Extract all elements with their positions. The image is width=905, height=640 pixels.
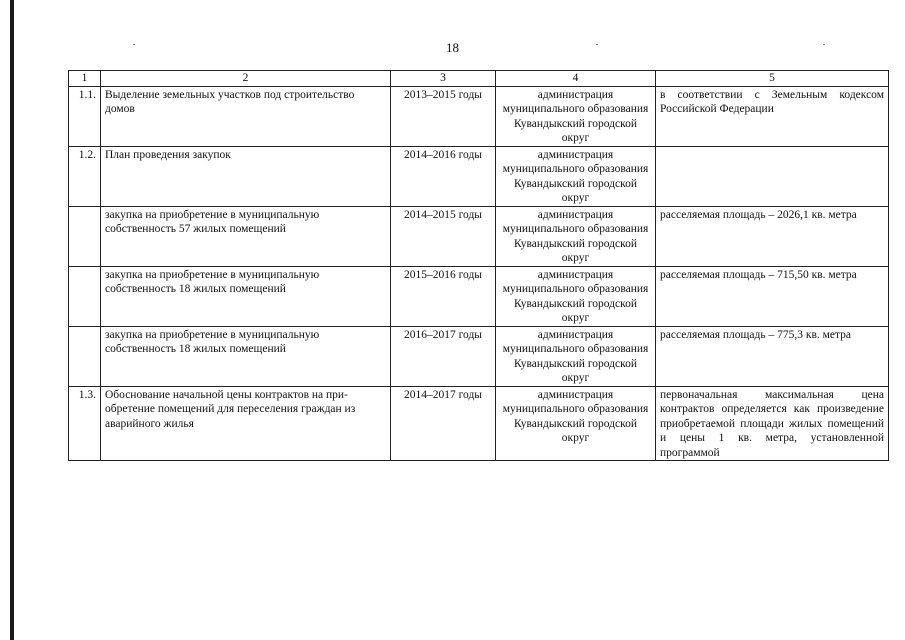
table-row — [69, 266, 889, 326]
table-row — [69, 386, 889, 461]
item-number: 1.1. — [69, 86, 101, 146]
column-number: 2 — [101, 71, 391, 87]
column-number: 5 — [656, 71, 889, 87]
item-number — [69, 326, 101, 386]
period: 2013–2015 годы — [391, 86, 496, 146]
item-number: 1.3. — [69, 386, 101, 461]
note — [656, 146, 889, 206]
column-number-row — [69, 71, 889, 87]
note: расселяемая площадь – 715,50 кв. метра — [656, 266, 889, 326]
measures-table — [68, 70, 889, 461]
column-number: 1 — [69, 71, 101, 87]
event-description: Обоснование начальной цены контрактов на приобретение помещений для переселения граждан из аварийного жилья — [101, 386, 391, 461]
event-description: План проведения закупок — [101, 146, 391, 206]
executor: администрация муниципального образования Кувандыкский городской округ — [496, 266, 656, 326]
column-number: 4 — [496, 71, 656, 87]
period: 2014–2017 годы — [391, 386, 496, 461]
item-number — [69, 266, 101, 326]
executor: администрация муниципального образования Кувандыкский городской округ — [496, 146, 656, 206]
item-number: 1.2. — [69, 146, 101, 206]
executor: администрация муниципального образования Кувандыкский городской округ — [496, 326, 656, 386]
executor: администрация муниципального образования Кувандыкский городской округ — [496, 86, 656, 146]
page-number: 18 — [446, 40, 459, 55]
item-number — [69, 206, 101, 266]
executor: администрация муниципального образования Кувандыкский городской округ — [496, 386, 656, 461]
scan-edge-line — [10, 0, 14, 640]
event-description: закупка на приобретение в муниципальную собственность 18 жилых помещений — [101, 326, 391, 386]
note: расселяемая площадь – 2026,1 кв. метра — [656, 206, 889, 266]
table-row — [69, 326, 889, 386]
period: 2014–2016 годы — [391, 146, 496, 206]
table-row — [69, 86, 889, 146]
event-description: закупка на приобретение в муниципальную собственность 57 жилых помещений — [101, 206, 391, 266]
period: 2014–2015 годы — [391, 206, 496, 266]
period: 2016–2017 годы — [391, 326, 496, 386]
column-number: 3 — [391, 71, 496, 87]
executor: администрация муниципального образования Кувандыкский городской округ — [496, 206, 656, 266]
event-description: закупка на приобретение в муниципальную собственность 18 жилых помещений — [101, 266, 391, 326]
period: 2015–2016 годы — [391, 266, 496, 326]
table-row — [69, 146, 889, 206]
table-row — [69, 206, 889, 266]
note: первоначальная максимальная цена контрактов определяется как произведение приобретаемой площади жилых помещений и цены 1 кв. метра, установленной программой — [656, 386, 889, 461]
note: расселяемая площадь – 775,3 кв. метра — [656, 326, 889, 386]
event-description: Выделение земельных участков под строительство домов — [101, 86, 391, 146]
note: в соответствии с Земельным кодексом Российской Федерации — [656, 86, 889, 146]
